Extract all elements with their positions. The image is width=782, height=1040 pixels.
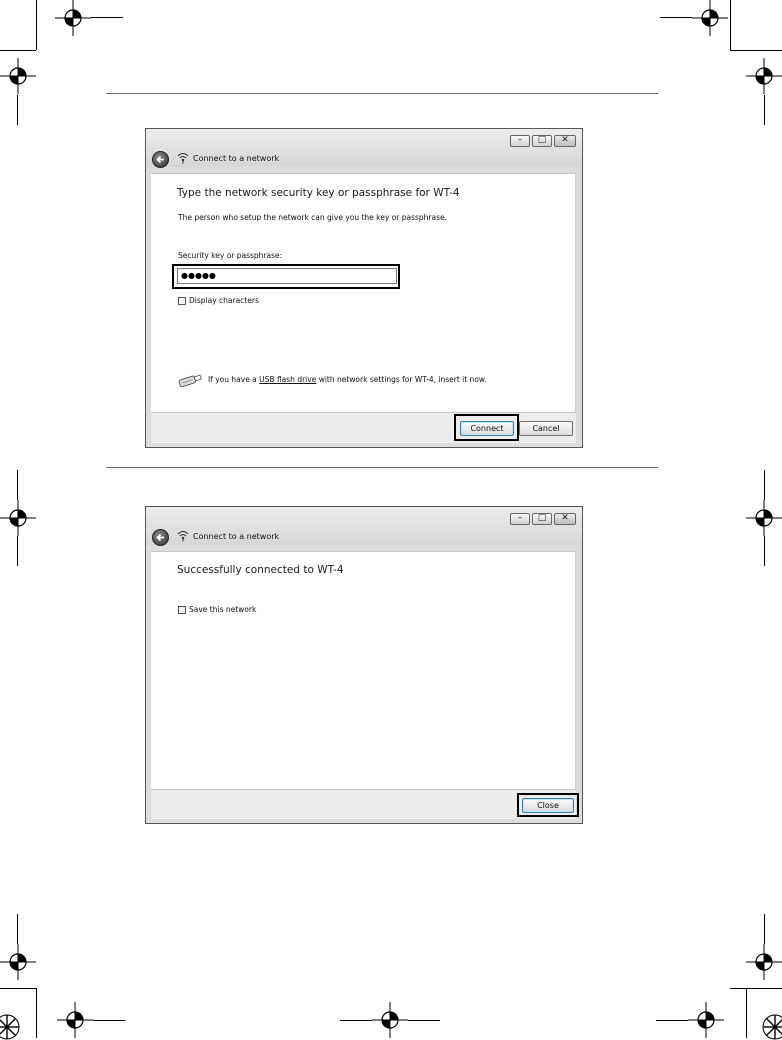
maximize-button[interactable] [532,135,552,147]
trim-mark [36,988,37,1038]
registration-mark-icon [372,1002,408,1038]
cancel-button[interactable]: Cancel [519,421,573,436]
window-title: Connect to a network [193,532,280,541]
minimize-icon: – [517,513,523,523]
maximize-button[interactable] [532,513,552,525]
section-divider [106,467,658,468]
usb-hint [208,375,487,384]
save-network-label: Save this network [189,605,257,614]
window-title: Connect to a network [193,154,280,163]
trim-mark [91,17,123,18]
trim-mark [0,50,36,51]
registration-mark-icon [0,944,36,980]
registration-mark-icon [57,1002,93,1038]
trim-mark [660,17,692,18]
trim-mark [17,470,18,500]
close-window-button[interactable] [554,135,576,147]
content-edge [575,552,576,792]
trim-mark [764,470,765,500]
maximize-icon: □ [537,135,547,145]
network-icon [177,530,189,542]
trim-mark [730,0,731,50]
back-arrow-icon [155,532,166,543]
maximize-icon: □ [537,513,547,523]
connect-button[interactable]: Connect [460,421,514,436]
registration-mark-icon [746,944,782,980]
close-button[interactable]: Close [522,798,574,813]
trim-mark [0,988,36,989]
registration-mark-icon [746,500,782,536]
back-button[interactable] [152,529,169,546]
usb-hint-suffix: with network settings for WT-4, insert it now. [316,375,487,384]
registration-mark-icon [55,0,91,36]
registration-mark-icon [0,500,36,536]
minimize-button[interactable] [510,135,530,147]
connect-dialog-success [145,506,583,824]
registration-mark-icon [688,1002,724,1038]
trim-mark [17,536,18,566]
trim-mark [340,1020,372,1021]
connect-dialog-security-key [145,128,583,448]
save-network-checkbox[interactable] [178,606,186,614]
registration-mark-icon [692,0,728,36]
trim-mark [764,536,765,566]
trim-mark [656,1020,688,1021]
instruction-text: The person who setup the network can give you the key or passphrase. [178,213,448,222]
trim-mark [17,914,18,944]
usb-hint-prefix: If you have a [208,375,260,384]
display-characters-checkbox[interactable] [178,297,186,305]
display-characters-label: Display characters [189,296,259,305]
caption-buttons [510,513,576,525]
content-edge [575,174,576,414]
color-wheel-icon [762,1014,782,1040]
color-wheel-icon [0,1014,20,1040]
close-icon: ✕ [561,513,569,523]
security-key-label: Security key or passphrase: [178,251,283,260]
registration-mark-icon [0,58,36,94]
back-button[interactable] [152,151,169,168]
trim-mark [746,988,747,1038]
dialog-footer [151,789,576,819]
trim-mark [36,0,37,50]
close-window-button[interactable] [554,513,576,525]
usb-flash-drive-link[interactable]: USB flash drive [259,375,317,384]
trim-mark [93,1020,125,1021]
security-key-input[interactable]: ●●●●● [177,268,397,284]
page-heading: Successfully connected to WT-4 [177,564,344,576]
content-area [151,551,576,792]
section-divider [106,93,658,94]
close-icon: ✕ [561,135,569,145]
registration-mark-icon [746,58,782,94]
page-heading: Type the network security key or passphrase for WT-4 [177,187,460,199]
minimize-button[interactable] [510,513,530,525]
trim-mark [408,1020,440,1021]
network-icon [177,152,189,164]
back-arrow-icon [155,154,166,165]
caption-buttons [510,135,576,147]
trim-mark [730,50,782,51]
usb-drive-icon [177,373,203,387]
trim-mark [730,988,782,989]
trim-mark [17,95,18,125]
trim-mark [764,95,765,125]
minimize-icon: – [517,135,523,145]
trim-mark [764,914,765,944]
